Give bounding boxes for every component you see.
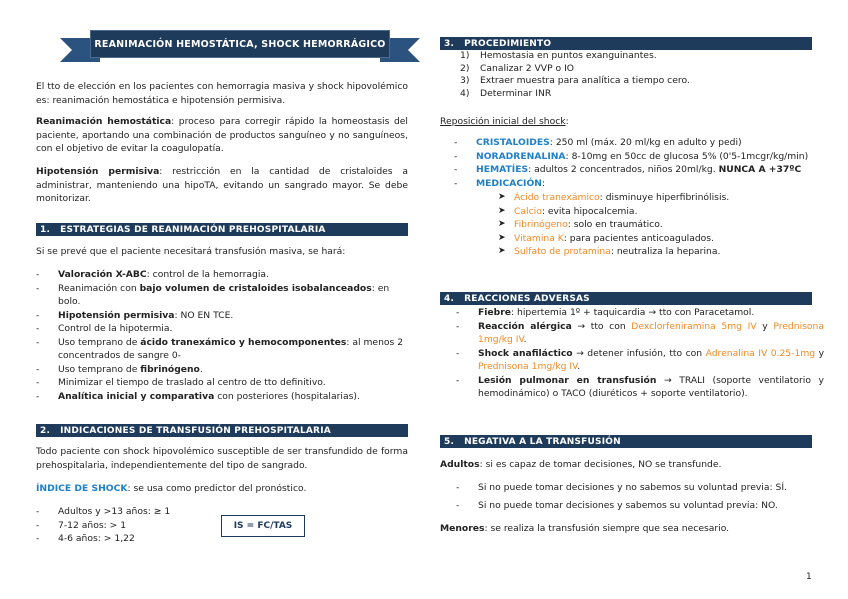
adverse-reactions-list (434, 306, 824, 401)
item-bold: Reacción alérgica (478, 320, 572, 332)
medication-name: Vitamina K (514, 232, 564, 244)
section-title: PROCEDIMIENTO (464, 38, 552, 49)
item-key: MEDICACIÓN (476, 177, 542, 189)
shock-index-formula: IS = FC/TAS (221, 515, 305, 537)
item-bold: Fiebre (478, 307, 511, 318)
section-number: 1. (40, 224, 51, 235)
arrow-bullet-icon: ➤ (498, 205, 506, 216)
item-text: con posteriores (hospitalarias). (214, 390, 360, 402)
medication-list (440, 191, 820, 259)
item-text: → tto con (571, 320, 632, 332)
section-2-header (36, 424, 408, 437)
definition-text: : proceso para corregir rápido la homeostasis del paciente, aportando una combinación de productos sanguíneo y no sanguíneos, con el objetivo de evitar la coagulopatía. (36, 116, 408, 154)
shock-index-text: : se usa como predictor del pronóstico. (127, 483, 307, 494)
item-bold: bajo volumen de cristaloides isobalanceados (139, 282, 372, 294)
medication-text: : neutraliza la heparina. (610, 246, 721, 257)
item-text: y (815, 347, 825, 359)
definition-hemostatic (36, 115, 408, 156)
section-5-list (434, 481, 828, 512)
medication-item (440, 205, 820, 219)
drug-name: Prednisona 1mg/kg IV (478, 361, 578, 372)
arrow-bullet-icon: ➤ (498, 232, 506, 243)
procedure-step: 4) Determinar INR (460, 87, 552, 99)
item-bold: Lesión pulmonar en transfusión (478, 374, 657, 386)
item-text: . (199, 363, 203, 375)
section-number: 5. (444, 436, 455, 447)
list-item (14, 268, 408, 282)
medication-item (440, 245, 820, 259)
step-text: Canalizar 2 VVP o IO (480, 62, 575, 74)
item-text: Minimizar el tiempo de traslado al centro de tto definitivo. (58, 377, 326, 388)
item-bold: ácido tranexámico y hemocomponentes (140, 336, 347, 348)
step-text: Extraer muestra para analítica a tiempo cero. (480, 75, 690, 86)
list-item (14, 322, 408, 336)
section-2-list (14, 505, 244, 546)
shock-index-line (36, 482, 408, 496)
item-text: : 8-10mg en 50cc de glucosa 5% (0'5-1mcgr/kg/min) (565, 150, 809, 162)
medication-name: Fibrinógeno (514, 219, 568, 230)
drug-name: Prednisona 1mg/kg IV (478, 320, 824, 345)
procedure-step: 2) Canalizar 2 VVP o IO (460, 62, 575, 74)
item-bold: NUNCA A +37ºC (718, 164, 802, 175)
section-title: NEGATIVA A LA TRANSFUSIÓN (464, 436, 621, 447)
section-1-header (36, 223, 408, 236)
shock-reposition-heading (440, 115, 569, 129)
drug-name: Adrenalina IV 0.25-1mg (705, 347, 816, 359)
list-item (14, 390, 408, 404)
section-2-lead: Todo paciente con shock hipovolémico susceptible de ser transfundido de forma prehospitalaria, independientemente del tipo de sangrado. (36, 446, 408, 471)
item-bold: Hipotensión permisiva (58, 309, 175, 321)
definition-permissive (36, 165, 408, 206)
list-item (432, 136, 832, 150)
list-item: - Si no puede tomar decisiones y no sabemos su voluntad previa: SÍ. (434, 481, 828, 495)
list-item (434, 306, 824, 320)
term: Reanimación hemostática (36, 116, 172, 127)
item-text: y (756, 320, 774, 332)
medication-text: : solo en traumático. (567, 219, 663, 230)
procedure-step: 3) Extraer muestra para analítica a tiempo cero. (460, 75, 690, 86)
medication-item (440, 191, 820, 205)
section-3-header (440, 37, 812, 50)
page-number: 1 (806, 572, 812, 582)
item-text: : (541, 177, 546, 189)
item-text: → TRALI (soporte ventilatorio y hemodinámico) o TACO (diuréticos + soporte ventilatorio). (478, 374, 824, 399)
intro-paragraph: El tto de elección en los pacientes con hemorragia masiva y shock hipovolémico es: reanimación hemostática e hipotensión permisiva. (36, 81, 408, 106)
procedure-steps (460, 50, 810, 100)
item-text: Uso temprano de (58, 363, 141, 375)
item-bold: Shock anafiláctico (478, 347, 573, 359)
list-item (432, 163, 832, 177)
item-text: Uso temprano de (58, 336, 141, 348)
arrow-bullet-icon: ➤ (498, 192, 506, 202)
medication-item (440, 232, 820, 246)
minors-label: Menores (440, 523, 485, 534)
step-text: Hemostasia en puntos exanguinantes. (480, 50, 657, 61)
item-key: NORADRENALINA (476, 150, 566, 162)
subhead-colon: : (565, 116, 569, 127)
arrow-bullet-icon: ➤ (498, 246, 506, 256)
list-item (432, 150, 832, 164)
definition-text: : restricción en la cantidad de cristaloides a administrar, manteniendo una hipoTA, evitando un sangrado mayor. Se debe monitorizar. (36, 166, 408, 204)
drug-name: Dexclorfeniramina 5mg IV (631, 320, 757, 332)
item-key: CRISTALOIDES (476, 137, 550, 148)
list-item: - Si no puede tomar decisiones y sabemos su voluntad previa: NO. (434, 499, 828, 513)
medication-name: Ácido tranexámico (514, 192, 600, 203)
list-item (14, 309, 408, 323)
list-item (14, 363, 408, 377)
procedure-step: 1) Hemostasia en puntos exanguinantes. (460, 50, 657, 61)
item-text: : en bolo. (58, 282, 390, 307)
minors-line (440, 522, 812, 536)
list-item (14, 376, 408, 390)
shock-index-label: ÍNDICE DE SHOCK (36, 483, 128, 494)
item-text: : hipertemia 1º + taquicardia → tto con Paracetamol. (511, 307, 755, 318)
adults-text: : si es capaz de tomar decisiones, NO se transfunde. (479, 459, 722, 470)
section-title: ESTRATEGIAS DE REANIMACIÓN PREHOSPITALARIA (60, 224, 326, 235)
medication-text: : para pacientes anticoagulados. (563, 232, 714, 244)
adults-line (440, 458, 812, 472)
item-key: HEMATÍES (476, 164, 529, 175)
minors-text: : se realiza la transfusión siempre que sea necesario. (484, 523, 730, 534)
list-item (432, 177, 832, 191)
section-5-header (440, 435, 812, 448)
medication-name: Calcio (514, 205, 542, 217)
list-item (434, 374, 824, 401)
list-item: - 7-12 años: > 1 (14, 519, 244, 533)
item-bold: fibrinógeno (140, 363, 200, 375)
list-item (434, 320, 824, 347)
item-text: . (523, 334, 527, 345)
item-text: → detener infusión, tto con (572, 347, 706, 359)
section-4-header (440, 292, 812, 305)
list-item: - Adultos y >13 años: ≥ 1 (14, 505, 244, 519)
subhead-text: Reposición inicial del shock (440, 116, 566, 127)
medication-text: : disminuye hiperfibrinólisis. (599, 192, 730, 203)
section-1-lead: Si se prevé que el paciente necesitará transfusión masiva, se hará: (36, 246, 346, 257)
title-banner (60, 22, 420, 64)
adults-label: Adultos (440, 459, 480, 470)
section-number: 4. (444, 293, 455, 304)
item-text: Reanimación con (58, 282, 140, 294)
item-text: : adultos 2 concentrados, niños 20ml/kg. (528, 164, 719, 175)
item-text: : 250 ml (máx. 20 ml/kg en adulto y pedi) (549, 137, 742, 148)
list-item (14, 282, 408, 309)
medication-text: : evita hipocalcemia. (541, 205, 638, 217)
list-item: - 4-6 años: > 1,22 (14, 532, 244, 546)
section-title: REACCIONES ADVERSAS (464, 293, 590, 304)
item-text: : control de la hemorragia. (146, 269, 269, 280)
medication-item (440, 218, 820, 232)
section-number: 3. (444, 38, 455, 49)
page-title: REANIMACIÓN HEMOSTÁTICA, SHOCK HEMORRÁGICO (90, 30, 390, 58)
item-text: : NO EN TCE. (174, 309, 234, 321)
item-text: : al menos 2 concentrados de sangre 0- (58, 336, 404, 361)
section-number: 2. (40, 425, 51, 436)
item-bold: Analítica inicial y comparativa (58, 390, 215, 402)
item-bold: Valoración X-ABC (58, 269, 147, 280)
item-text: . (577, 361, 581, 372)
arrow-bullet-icon: ➤ (498, 219, 506, 229)
term: Hipotensión permisiva (36, 166, 160, 177)
list-item (14, 336, 408, 363)
reposition-list (432, 136, 832, 190)
item-text: Control de la hipotermia. (58, 323, 173, 334)
step-text: Determinar INR (480, 87, 552, 99)
section-1-list (14, 268, 408, 403)
list-item (434, 347, 824, 374)
medication-name: Sulfato de protamina (514, 246, 611, 257)
section-title: INDICACIONES DE TRANSFUSIÓN PREHOSPITALARIA (60, 425, 331, 436)
